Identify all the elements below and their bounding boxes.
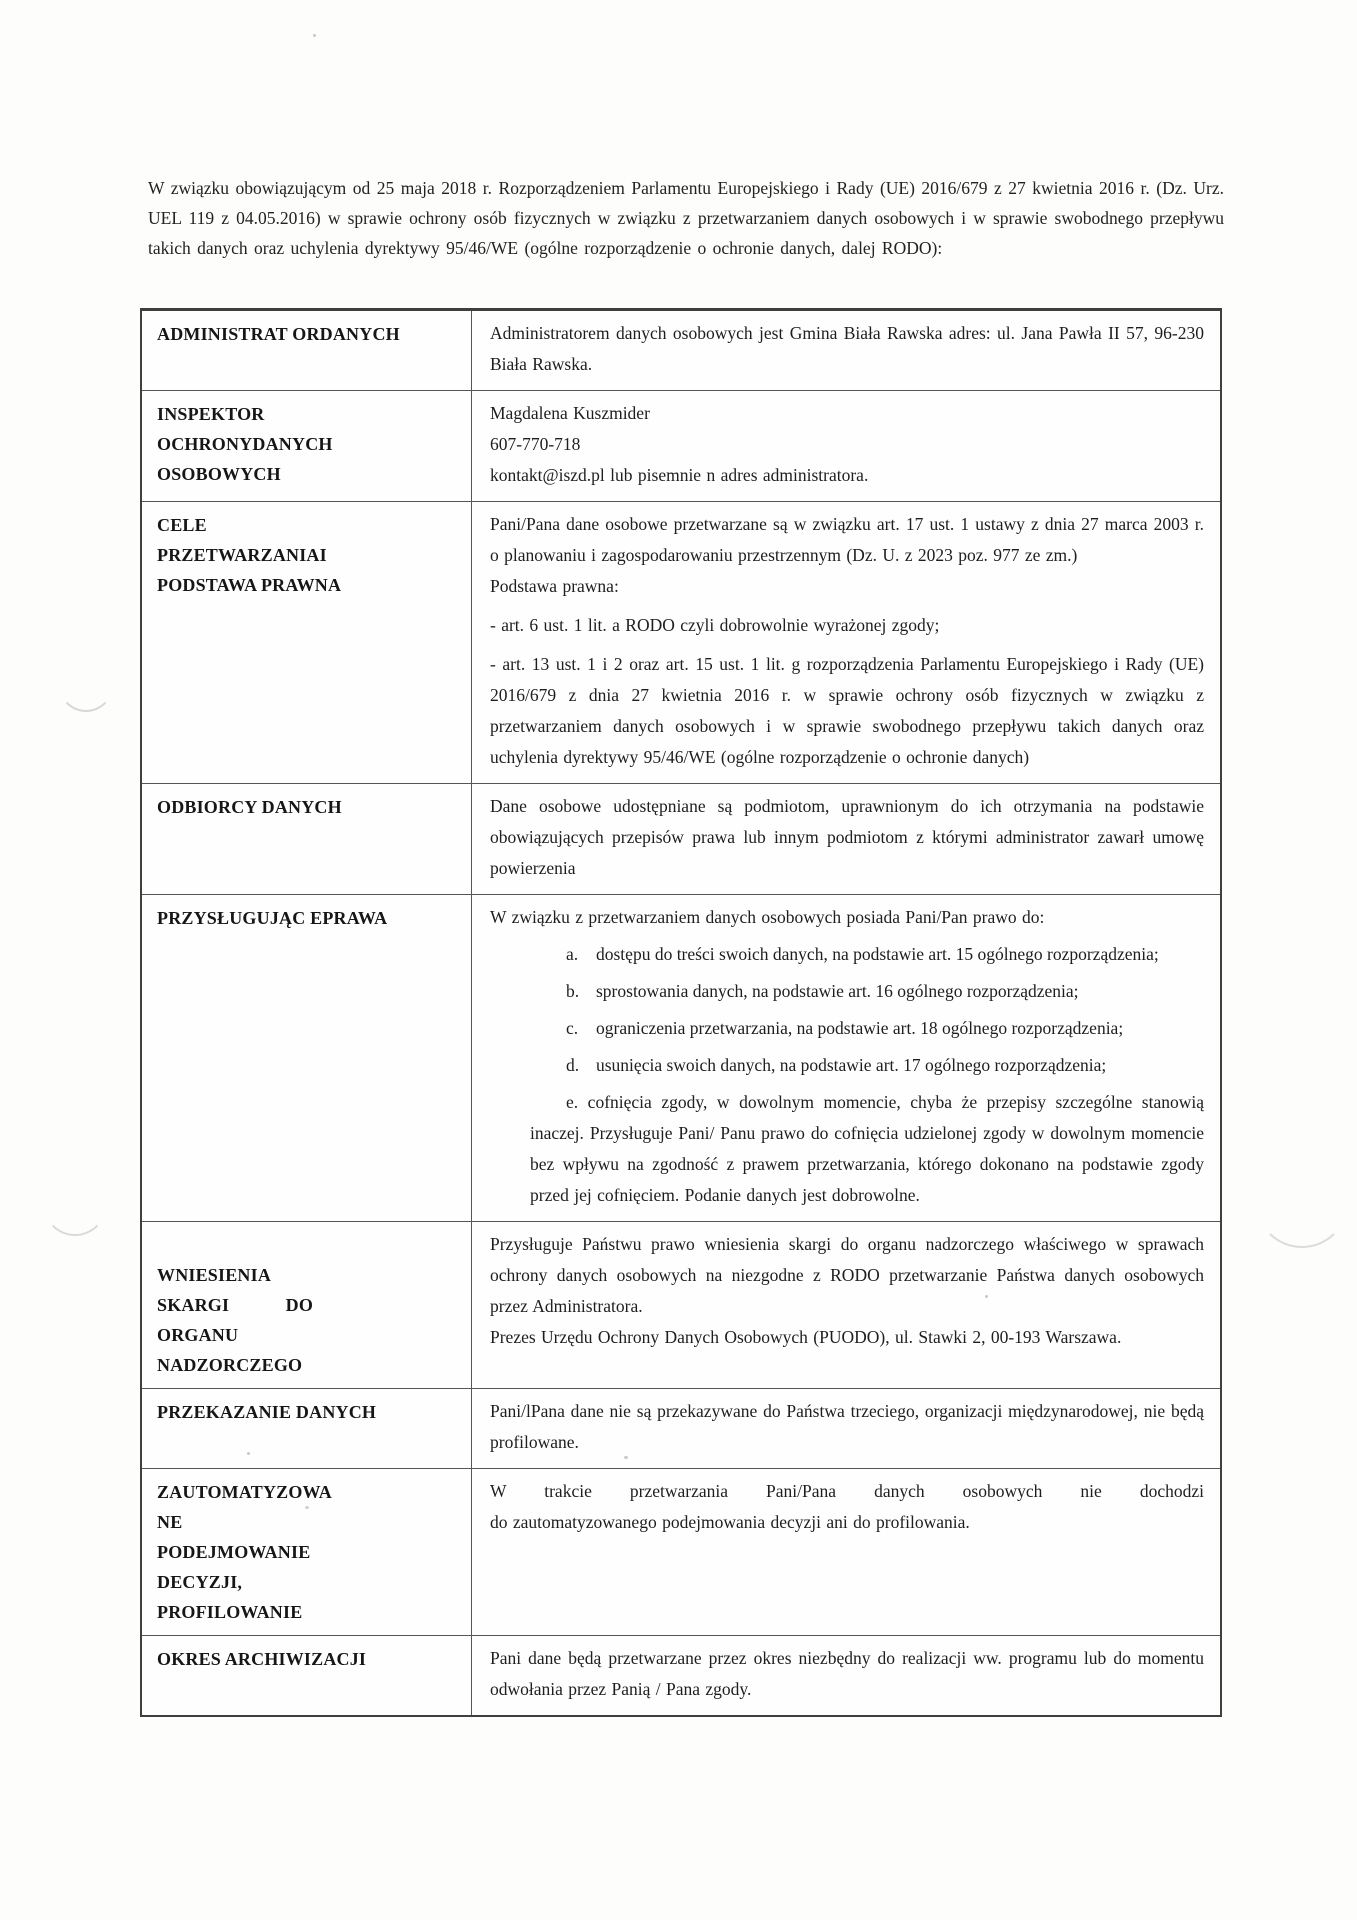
list-item (566, 1050, 1204, 1081)
table-row-przekazanie (142, 1389, 1220, 1469)
content-paragraph: Dane osobowe udostępniane są podmiotom, uprawnionym do ich otrzymania na podstawie obowiązujących przepisów prawa lub innym podmiotom z którymi administrator zawarł umowę powierzenia (490, 796, 1204, 878)
row-label-line: PODSTAWA PRAWNA (157, 575, 342, 595)
content-paragraph: Podstawa prawna: (490, 576, 619, 596)
table-row-prawa (142, 895, 1220, 1222)
row-label-line: PRZYSŁUGUJĄC EPRAWA (157, 908, 388, 928)
row-label-line: ADMINISTRAT ORDANYCH (157, 324, 400, 344)
row-label-line: OKRES ARCHIWIZACJI (157, 1649, 367, 1669)
scan-speck (985, 1295, 988, 1298)
content-paragraph: Pani dane będą przetwarzane przez okres niezbędny do realizacji ww. programu lub do momentu odwołania przez Panią / Pana zgody. (490, 1648, 1204, 1699)
rodo-table (140, 308, 1222, 1717)
table-row-administrator (142, 311, 1220, 391)
list-item-text: ograniczenia przetwarzania, na podstawie art. 18 ogólnego rozporządzenia; (596, 1018, 1124, 1038)
row-label-line: OCHRONYDANYCH (157, 434, 333, 454)
row-label-przekazanie (142, 1389, 472, 1468)
row-label-zautomatyzowane (142, 1469, 472, 1635)
scan-curl-artifact (42, 1168, 108, 1236)
row-label-line: NE (157, 1512, 183, 1532)
row-label-okres (142, 1636, 472, 1715)
content-paragraph: do zautomatyzowanego podejmowania decyzji ani do profilowania. (490, 1512, 970, 1532)
list-item-text: sprostowania danych, na podstawie art. 16 ogólnego rozporządzenia; (596, 981, 1079, 1001)
content-paragraph: Pani/Pana dane osobowe przetwarzane są w związku art. 17 ust. 1 ustawy z dnia 27 marca 2003 r. o planowaniu i zagospodarowaniu przestrzennym (Dz. U. z 2023 poz. 977 ze zm.) (490, 514, 1204, 565)
content-paragraph: 607-770-718 (490, 434, 581, 454)
row-label-cele-podstawa (142, 502, 472, 783)
list-item-text: dostępu do treści swoich danych, na podstawie art. 15 ogólnego rozporządzenia; (596, 944, 1159, 964)
scan-speck (624, 1456, 628, 1459)
row-label-skarga (142, 1222, 472, 1388)
list-item (566, 976, 1204, 1007)
row-content-prawa (472, 895, 1220, 1221)
row-label-line: PROFILOWANIE (157, 1602, 303, 1622)
row-label-line: PRZEKAZANIE DANYCH (157, 1402, 377, 1422)
row-content-inspektor (472, 391, 1220, 501)
list-marker: b. (566, 981, 580, 1001)
row-content-skarga (472, 1222, 1220, 1388)
row-label-line: PRZETWARZANIAI (157, 545, 327, 565)
list-item-text: usunięcia swoich danych, na podstawie art. 17 ogólnego rozporządzenia; (596, 1055, 1107, 1075)
row-label-line: OSOBOWYCH (157, 464, 281, 484)
scan-speck (313, 34, 316, 37)
content-paragraph: Przysługuje Państwu prawo wniesienia skargi do organu nadzorczego właściwego w sprawach ochrony danych osobowych na niezgodne z RODO przetwarzanie Państwa danych osobowych przez Administratora. (490, 1234, 1204, 1316)
list-marker: c. (566, 1018, 579, 1038)
row-content-zautomatyzowane (472, 1469, 1220, 1635)
row-content-przekazanie (472, 1389, 1220, 1468)
row-label-odbiorcy (142, 784, 472, 894)
table-row-okres (142, 1636, 1220, 1715)
list-marker: d. (566, 1055, 580, 1075)
row-label-line: ODBIORCY DANYCH (157, 797, 342, 817)
row-content-administrator (472, 311, 1220, 390)
content-paragraph: kontakt@iszd.pl lub pisemnie n adres administratora. (490, 465, 869, 485)
scan-speck (247, 1452, 250, 1455)
row-label-line: NADZORCZEGO (157, 1355, 303, 1375)
row-label-line: INSPEKTOR (157, 404, 265, 424)
table-row-inspektor (142, 391, 1220, 502)
table-row-zautomatyzowane (142, 1469, 1220, 1636)
row-label-line: ORGANU (157, 1325, 239, 1345)
list-item (566, 939, 1204, 970)
row-label-line: PODEJMOWANIE (157, 1542, 311, 1562)
scan-speck (305, 1506, 309, 1509)
content-paragraph: - art. 6 ust. 1 lit. a RODO czyli dobrowolnie wyrażonej zgody; (490, 615, 940, 635)
row-content-okres (472, 1636, 1220, 1715)
content-paragraph: W związku z przetwarzaniem danych osobowych posiada Pani/Pan prawo do: (490, 907, 1045, 927)
content-paragraph: Prezes Urzędu Ochrony Danych Osobowych (PUODO), ul. Stawki 2, 00-193 Warszawa. (490, 1327, 1122, 1347)
table-row-cele-podstawa (142, 502, 1220, 784)
content-paragraph: Administratorem danych osobowych jest Gmina Biała Rawska adres: ul. Jana Pawła II 57, 96-230 Biała Rawska. (490, 323, 1204, 374)
list-marker: a. (566, 944, 579, 964)
row-label-line: DECYZJI, (157, 1572, 243, 1592)
row-label-line: ZAUTOMATYZOWA (157, 1482, 332, 1502)
row-label-prawa (142, 895, 472, 1221)
row-label-administrator (142, 311, 472, 390)
scan-curl-artifact (57, 650, 115, 712)
table-row-skarga (142, 1222, 1220, 1389)
row-content-odbiorcy (472, 784, 1220, 894)
intro-paragraph: W związku obowiązującym od 25 maja 2018 r. Rozporządzeniem Parlamentu Europejskiego i Rady (UE) 2016/679 z 27 kwietnia 2016 r. (Dz. Urz. UEL 119 z 04.05.2016) w sprawie ochrony osób fizycznych w związku z przetwarzaniem danych osobowych i w sprawie swobodnego przepływu takich danych oraz uchylenia dyrektywy 95/46/WE (ogólne rozporządzenie o ochronie danych, dalej RODO): (148, 177, 1224, 258)
row-label-inspektor (142, 391, 472, 501)
content-paragraph: Pani/lPana dane nie są przekazywane do Państwa trzeciego, organizacji międzynarodowej, nie będą profilowane. (490, 1401, 1204, 1452)
list-item-hanging: e. cofnięcia zgody, w dowolnym momencie, chyba że przepisy szczególne stanowią inaczej. Przysługuje Pani/ Panu prawo do cofnięcia udzielonej zgody w dowolnym momencie bez wpływu na zgodność z prawem przetwarzania, którego dokonano na podstawie zgody przed jej cofnięciem. Podanie danych jest dobrowolne. (530, 1092, 1204, 1205)
row-content-cele-podstawa (472, 502, 1220, 783)
list-item (566, 1013, 1204, 1044)
content-paragraph: Magdalena Kuszmider (490, 403, 650, 423)
table-row-odbiorcy (142, 784, 1220, 895)
row-label-line: WNIESIENIA (157, 1265, 272, 1285)
scan-curl-artifact (1256, 1158, 1348, 1248)
content-paragraph: - art. 13 ust. 1 i 2 oraz art. 15 ust. 1 lit. g rozporządzenia Parlamentu Europejskiego i Rady (UE) 2016/679 z dnia 27 kwietnia 2016 r. w sprawie ochrony osób fizycznych w związku z przetwarzaniem danych osobowych i w sprawie swobodnego przepływu takich danych oraz uchylenia dyrektywy 95/46/WE (ogólne rozporządzenie o ochronie danych) (490, 654, 1204, 767)
row-label-line: CELE (157, 515, 207, 535)
content-paragraph: W trakcie przetwarzania Pani/Pana danych osobowych nie dochodzi (490, 1481, 1204, 1501)
row-label-line: SKARGI DO (157, 1295, 314, 1315)
